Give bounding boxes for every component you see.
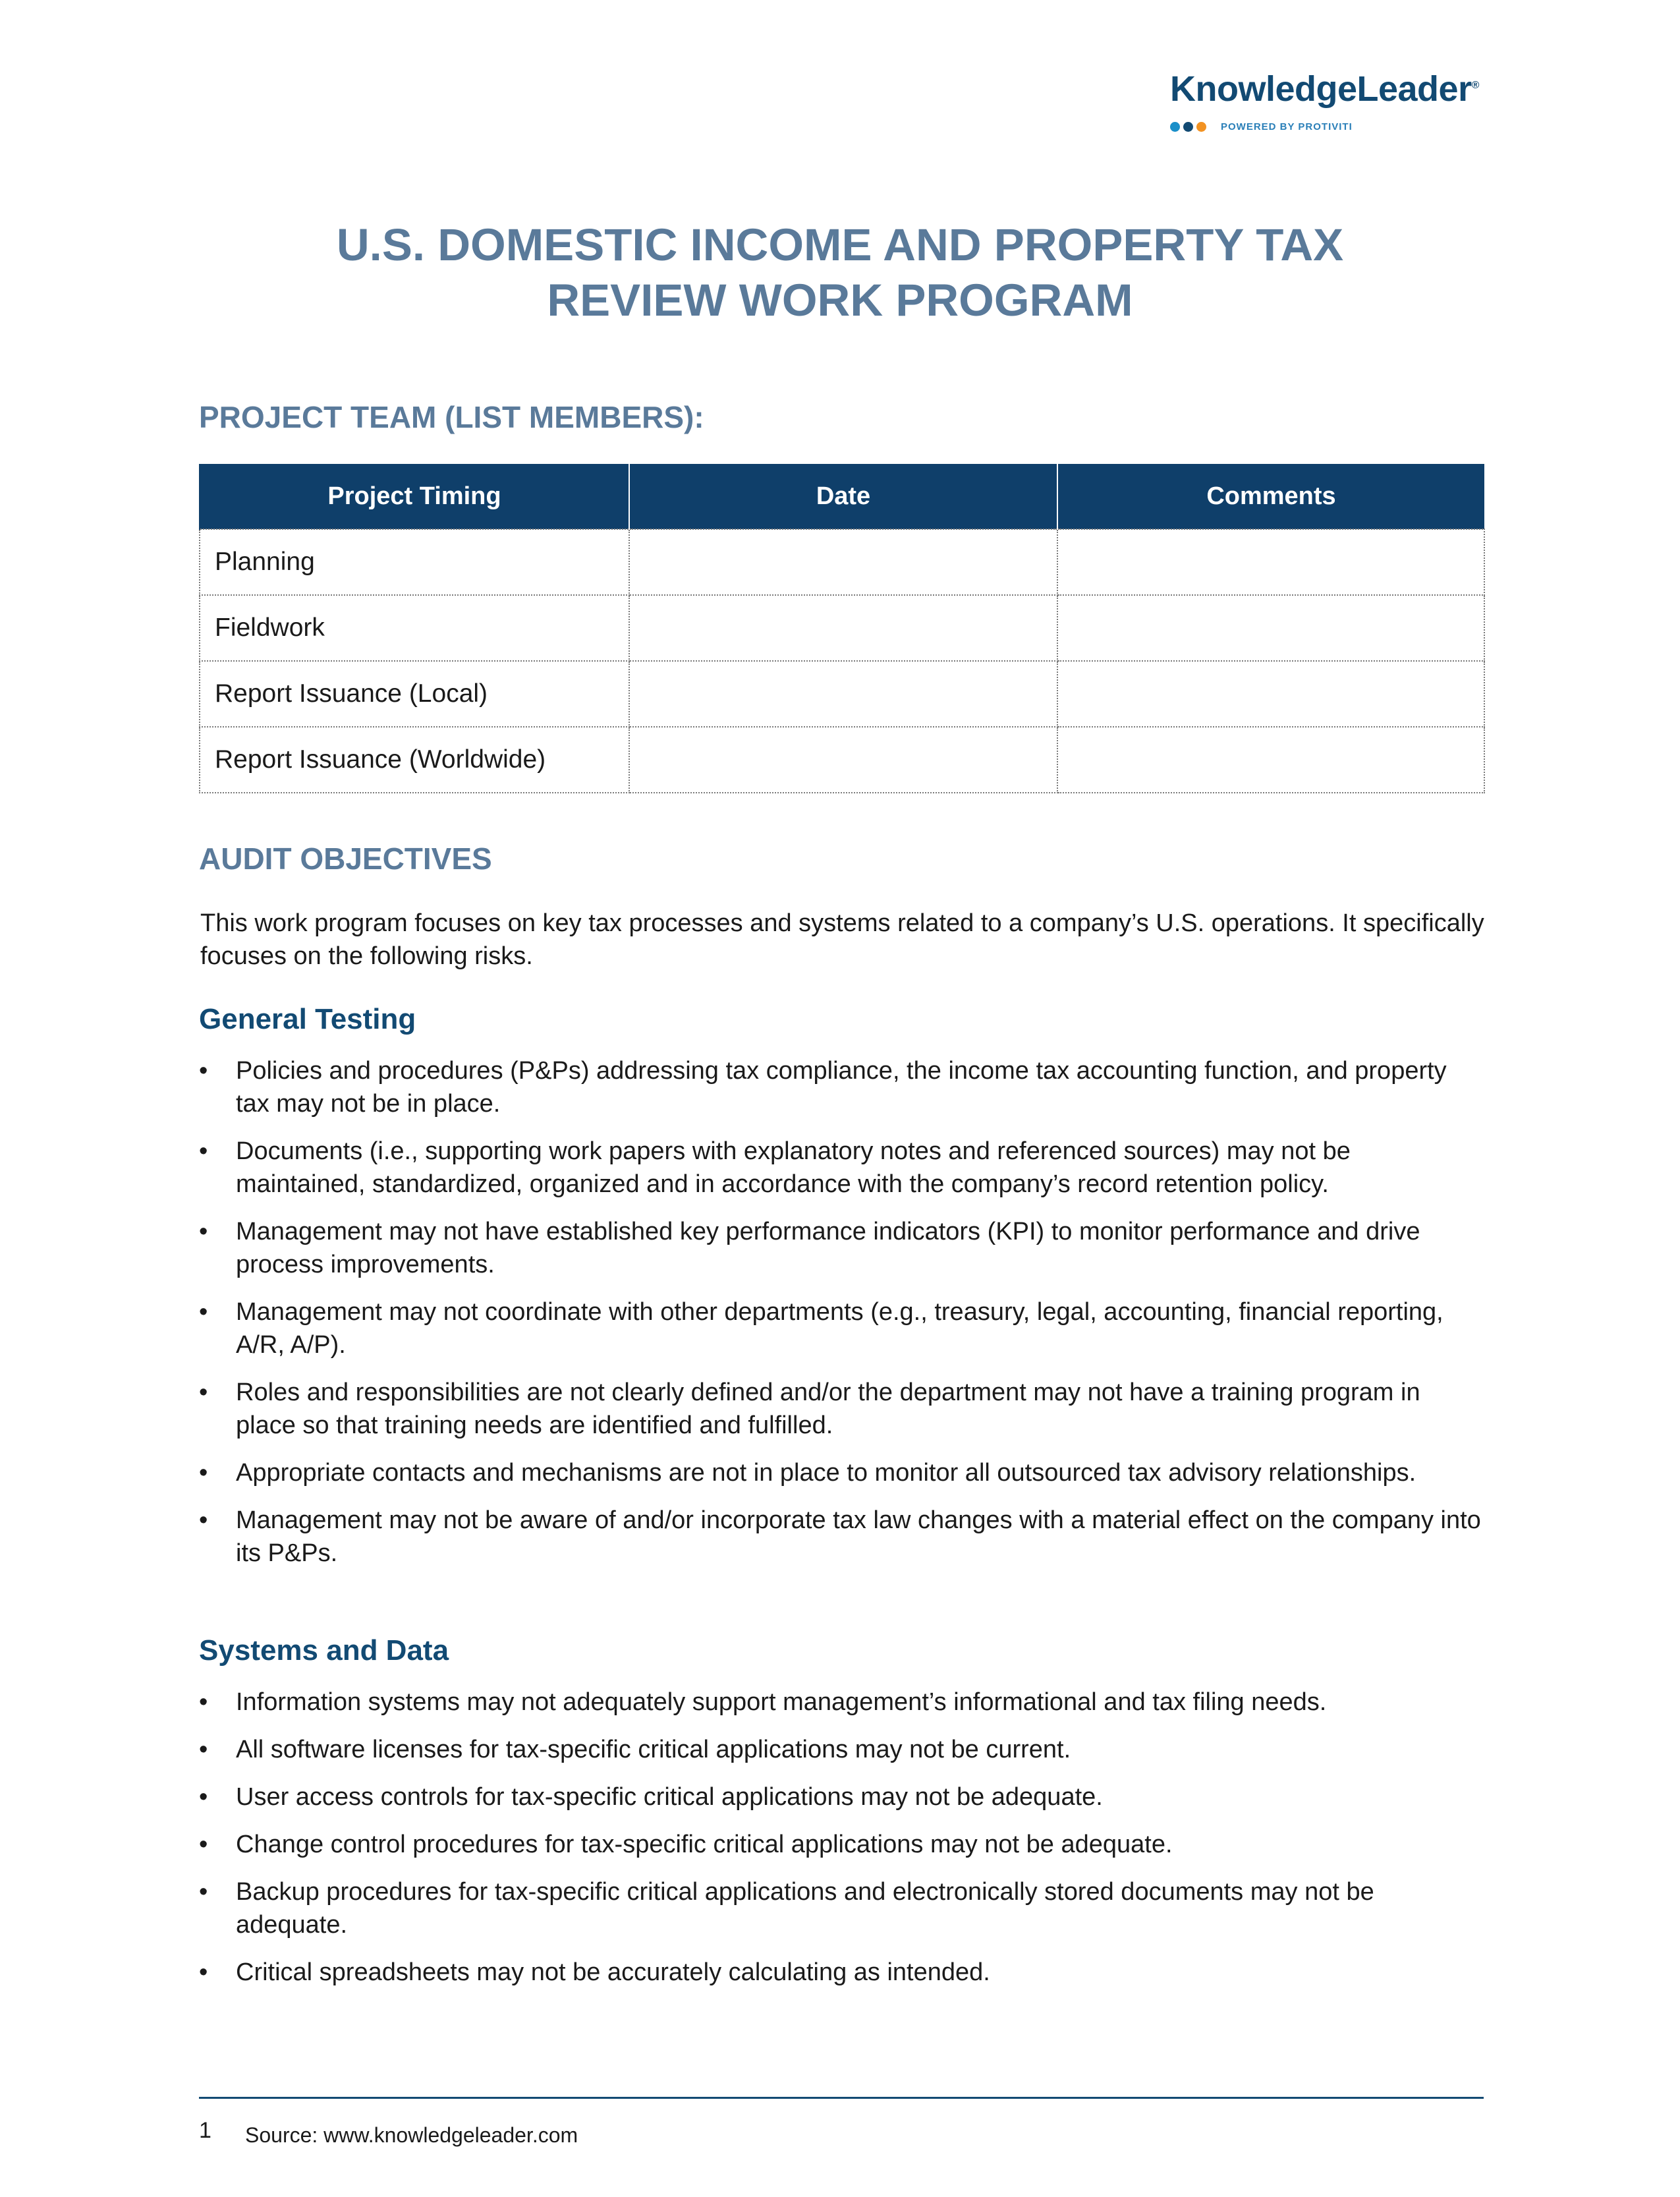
source-note: Source: www.knowledgeleader.com xyxy=(245,2123,578,2147)
list-item: • Backup procedures for tax-specific critical applications and electronically stored documents may not be adequate. xyxy=(199,1875,1484,1941)
list-item: • Change control procedures for tax-specific critical applications may not be adequate. xyxy=(199,1828,1484,1861)
table-cell: Report Issuance (Worldwide) xyxy=(200,727,629,793)
list-item: • All software licenses for tax-specific critical applications may not be current. xyxy=(199,1733,1484,1766)
document-title xyxy=(0,217,1680,328)
table-cell: Report Issuance (Local) xyxy=(200,661,629,727)
project-timing-table xyxy=(199,464,1485,793)
logo-tagline-row xyxy=(1170,121,1353,132)
page-number: 1 xyxy=(199,2118,211,2143)
list-item: • Management may not be aware of and/or incorporate tax law changes with a material effect on the company into its P&Ps. xyxy=(199,1504,1484,1570)
comments-cell[interactable] xyxy=(1057,661,1484,727)
table-row xyxy=(200,727,1484,793)
comments-cell[interactable] xyxy=(1057,727,1484,793)
logo-dot-icon xyxy=(1170,122,1180,132)
project-team-heading: PROJECT TEAM (LIST MEMBERS): xyxy=(199,400,704,434)
systems-data-heading: Systems and Data xyxy=(199,1634,449,1667)
title-line-1: U.S. DOMESTIC INCOME AND PROPERTY TAX xyxy=(336,219,1344,270)
table-row xyxy=(200,661,1484,727)
list-item: • Management may not have established key performance indicators (KPI) to monitor performance and drive process improvements. xyxy=(199,1215,1484,1281)
table-header-cell: Comments xyxy=(1057,464,1484,529)
logo-dot-icon xyxy=(1183,122,1193,132)
date-cell[interactable] xyxy=(629,727,1057,793)
date-cell[interactable] xyxy=(629,595,1057,661)
list-item: • Policies and procedures (P&Ps) addressing tax compliance, the income tax accounting function, and property tax may not be in place. xyxy=(199,1054,1484,1120)
comments-cell[interactable] xyxy=(1057,529,1484,595)
list-item: • Information systems may not adequately support management’s informational and tax filing needs. xyxy=(199,1686,1484,1719)
comments-cell[interactable] xyxy=(1057,595,1484,661)
logo-tagline: POWERED BY PROTIVITI xyxy=(1221,121,1353,132)
knowledgeleader-logo xyxy=(1170,69,1479,132)
table-cell: Planning xyxy=(200,529,629,595)
list-item: • User access controls for tax-specific critical applications may not be adequate. xyxy=(199,1781,1484,1813)
logo-dot-icon xyxy=(1196,122,1206,132)
date-cell[interactable] xyxy=(629,529,1057,595)
title-line-2: REVIEW WORK PROGRAM xyxy=(547,275,1133,326)
date-cell[interactable] xyxy=(629,661,1057,727)
registered-mark: ® xyxy=(1471,80,1479,91)
list-item: • Appropriate contacts and mechanisms are not in place to monitor all outsourced tax advisory relationships. xyxy=(199,1456,1484,1489)
table-header-cell: Project Timing xyxy=(200,464,629,529)
list-item: • Roles and responsibilities are not clearly defined and/or the department may not have a training program in place so that training needs are identified and fulfilled. xyxy=(199,1376,1484,1442)
table-header-row xyxy=(200,464,1484,529)
logo-wordmark: KnowledgeLeader® xyxy=(1170,69,1479,109)
list-item: • Documents (i.e., supporting work papers with explanatory notes and referenced sources) may not be maintained, standardized, organized and in accordance with the company’s record retention policy. xyxy=(199,1135,1484,1201)
audit-objectives-intro: This work program focuses on key tax processes and systems related to a company’s U.S. operations. It specifically focuses on the following risks. xyxy=(200,909,1484,970)
table-row xyxy=(200,595,1484,661)
audit-objectives-heading: AUDIT OBJECTIVES xyxy=(199,842,492,876)
general-testing-list xyxy=(199,1054,1484,1584)
list-item: • Management may not coordinate with other departments (e.g., treasury, legal, accounting, financial reporting, A/R, A/P). xyxy=(199,1296,1484,1361)
table-row xyxy=(200,529,1484,595)
table-header-cell: Date xyxy=(629,464,1057,529)
footer-divider xyxy=(199,2097,1484,2099)
list-item: • Critical spreadsheets may not be accurately calculating as intended. xyxy=(199,1956,1484,1989)
general-testing-heading: General Testing xyxy=(199,1003,416,1035)
systems-data-list xyxy=(199,1686,1484,2003)
table-cell: Fieldwork xyxy=(200,595,629,661)
